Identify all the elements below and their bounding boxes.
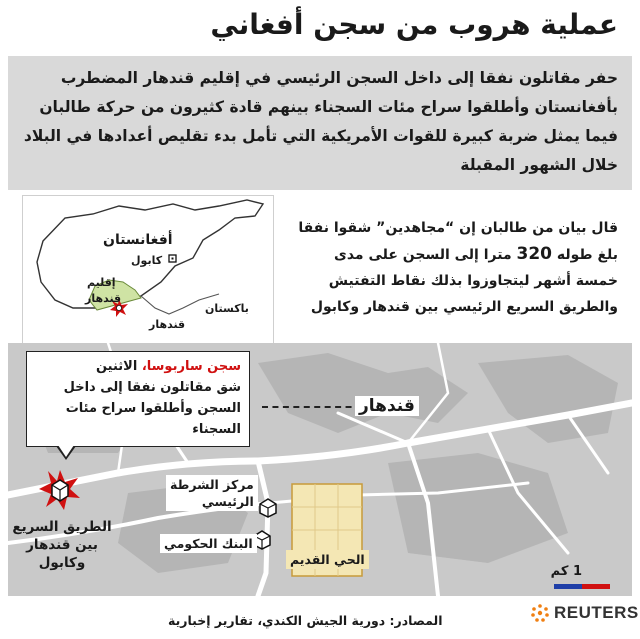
prison-callout <box>26 351 250 447</box>
police-hq-icon <box>259 498 277 518</box>
highway-label: الطريق السريع بين قندهار وكابول <box>12 519 112 571</box>
callout-pointer-fill <box>58 445 74 457</box>
inset-map <box>22 195 274 345</box>
intro-text: حفر مقاتلون نفقا إلى داخل السجن الرئيسي في إقليم قندهار المضطرب بأفغانستان وأطلقوا سراح مئات السجناء بينهم قادة كثيرون من حركة طالبان فيما يمثل ضربة كبيرة للقوات الأمريكية التي تأمل بدء تقليص أعدادها في البلاد خلال الشهور المقبلة <box>8 56 632 190</box>
scale-bar <box>540 564 610 594</box>
tunnel-length: 320 <box>516 244 552 264</box>
scale-bar-graphic <box>554 584 610 589</box>
statement-text-start: قال بيان من طالبان إن “مجاهدين” شقوا نفقا بلغ طوله <box>298 220 618 263</box>
inset-label-kandahar-city: قندهار <box>149 318 186 331</box>
bank-label: البنك الحكومي <box>160 534 257 553</box>
inset-label-kandahar-province: قندهار <box>85 292 122 305</box>
city-label: قندهار <box>355 396 419 416</box>
sources-text: المصادر: دورية الجيش الكندي، تقارير إخبارية <box>168 613 443 628</box>
police-hq-label: مركز الشرطة الرئيسي <box>166 475 258 511</box>
reuters-wordmark: REUTERS <box>554 603 639 622</box>
prison-name: سجن ساربوسا، <box>141 359 241 374</box>
city-label-leader <box>262 406 362 408</box>
taliban-statement <box>288 215 618 320</box>
inset-label-kabul: كابول <box>131 254 163 267</box>
prison-explosion-icon <box>36 466 84 514</box>
reuters-logo-icon <box>530 603 550 623</box>
scale-label: 1 كم <box>550 564 582 579</box>
inset-label-province: إقليم <box>87 276 116 289</box>
inset-label-afghanistan: أفغانستان <box>103 232 173 248</box>
callout-day: الاثنين <box>95 359 142 374</box>
statement-text-end: مترا إلى السجن على مدى خمسة أشهر ليتجاوزوا بذلك نقاط التفتيش والطريق السريع الرئيسي بين قندهار وكابول <box>310 247 618 315</box>
callout-text: شق مقاتلون نفقا إلى داخل السجن وأطلقوا سراح مئات السجناء <box>63 380 241 437</box>
page-title: عملية هروب من سجن أفغاني <box>210 8 618 41</box>
inset-label-pakistan: باكستان <box>205 302 249 315</box>
old-city-label: الحي القديم <box>286 550 369 569</box>
reuters-logo <box>530 603 639 623</box>
